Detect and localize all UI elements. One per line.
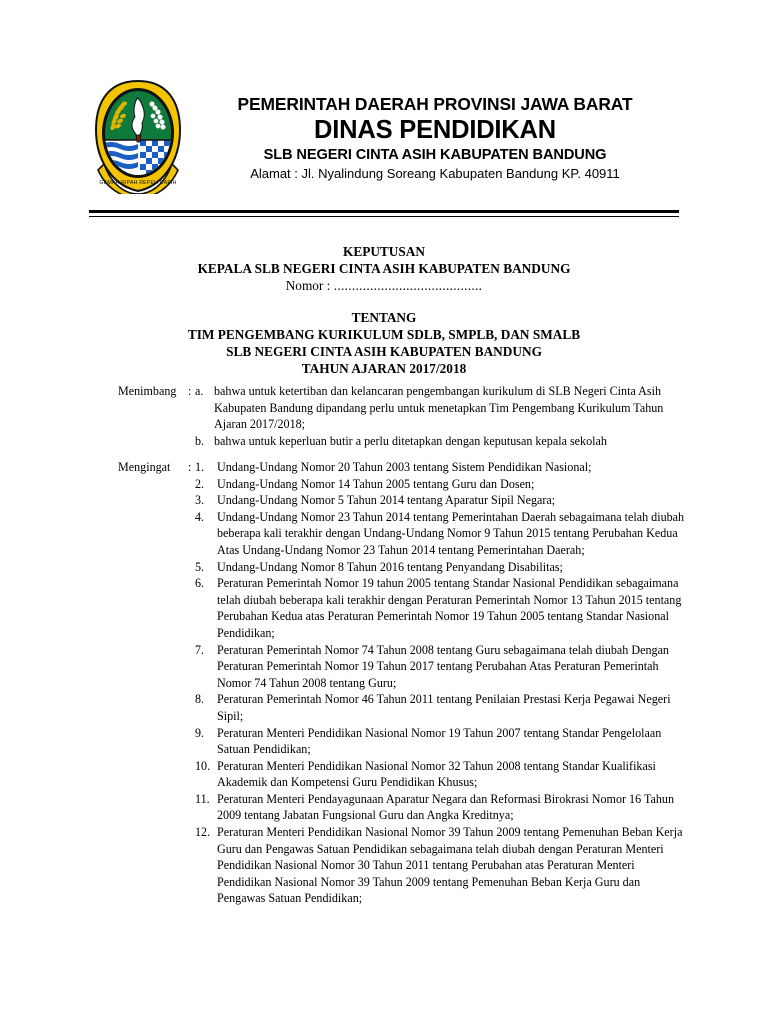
- list-marker: 4.: [195, 509, 205, 524]
- about-heading: TENTANG: [351, 309, 417, 325]
- list-item: [195, 691, 689, 724]
- list-item-text: Undang-Undang Nomor 14 Tahun 2005 tentang Guru dan Dosen;: [217, 476, 535, 491]
- list-item: [195, 433, 689, 450]
- list-item: [195, 383, 689, 433]
- list-marker: 2.: [195, 476, 205, 491]
- title-spacer: [89, 295, 679, 309]
- decree-issuer: KEPALA SLB NEGERI CINTA ASIH KABUPATEN BANDUNG: [197, 261, 571, 277]
- list-marker: 3.: [195, 493, 205, 508]
- recalling-label: Mengingat: [118, 460, 171, 474]
- list-marker: 5.: [195, 559, 205, 574]
- considering-label: Menimbang: [118, 384, 177, 398]
- list-marker: a.: [195, 384, 204, 398]
- decree-heading: KEPUTUSAN: [342, 244, 425, 259]
- list-marker: b.: [195, 433, 205, 448]
- list-item-text: Undang-Undang Nomor 23 Tahun 2014 tentang Pemerintahan Daerah sebagaimana telah diubah beberapa kali terakhir dengan Undang-Undang Nomor 9 Tahun 2015 tentang Perubahan Kedua Atas Undang-Undang Nomor 23 Tahun 2014 tentang Pemerintahan Daerah;: [217, 509, 685, 557]
- decree-subject-line-3: TAHUN AJARAN 2017/2018: [301, 361, 467, 377]
- list-item-text: bahwa untuk ketertiban dan kelancaran pengembangan kurikulum di SLB Negeri Cinta Asih Kabupaten Bandung dipandang perlu untuk menetapkan Tim Pengembang Kurikulum Tahun Ajaran 2017/2018;: [214, 384, 664, 432]
- list-item: [195, 758, 689, 791]
- list-marker: 1.: [195, 460, 205, 474]
- list-marker: 12.: [195, 825, 211, 840]
- recalling-body: [195, 459, 689, 907]
- list-item-text: Undang-Undang Nomor 20 Tahun 2003 tentang Sistem Pendidikan Nasional;: [217, 460, 592, 474]
- svg-text:GEMAH RIPAH REPEH RAPIH: GEMAH RIPAH REPEH RAPIH: [99, 180, 177, 186]
- list-item-text: Peraturan Pemerintah Nomor 46 Tahun 2011 tentang Penilaian Prestasi Kerja Pegawai Negeri Sipil;: [217, 692, 671, 723]
- header-divider: [89, 210, 679, 217]
- decree-number-line: [89, 277, 679, 294]
- list-item-text: Peraturan Menteri Pendidikan Nasional Nomor 32 Tahun 2008 tentang Standar Kualifikasi Akademik dan Kompetensi Guru Pendidikan Khusus;: [217, 758, 656, 790]
- considering-body: [195, 383, 689, 449]
- considering-colon: :: [188, 384, 192, 398]
- list-item-text: Peraturan Pemerintah Nomor 74 Tahun 2008 tentang Guru sebagaimana telah diubah Dengan Peraturan Pemerintah Nomor 19 Tahun 2017 tentang Perubahan Atas Peraturan Pemerintah Nomor 74 Tahun 2008 tentang Guru;: [217, 642, 669, 690]
- decree-subject-line-1: TIM PENGEMBANG KURIKULUM SDLB, SMPLB, DAN SMALB: [187, 326, 581, 342]
- list-item-text: Undang-Undang Nomor 5 Tahun 2014 tentang Aparatur Sipil Negara;: [217, 493, 556, 508]
- list-item: [195, 459, 689, 476]
- list-item-text: bahwa untuk keperluan butir a perlu ditetapkan dengan keputusan kepala sekolah: [214, 433, 607, 448]
- list-marker: 7.: [195, 642, 205, 657]
- recalling-colon: :: [188, 460, 192, 474]
- list-marker: 8.: [195, 692, 205, 707]
- list-marker: 9.: [195, 725, 205, 740]
- school-address: Alamat : Jl. Nyalindung Soreang Kabupaten Bandung KP. 40911: [250, 166, 620, 181]
- department-name: DINAS PENDIDIKAN: [314, 116, 556, 144]
- divider-rule-thin: [89, 216, 679, 217]
- list-item: [195, 492, 689, 509]
- list-marker: 11.: [195, 791, 210, 806]
- list-item: [195, 642, 689, 692]
- list-item: [195, 824, 689, 907]
- list-item: [195, 725, 689, 758]
- recalling-clause: [89, 459, 689, 907]
- list-item-text: Peraturan Pemerintah Nomor 19 tahun 2005 tentang Standar Nasional Pendidikan sebagaimana telah diubah beberapa kali terakhir dengan Peraturan Pemerintah Nomor 13 Tahun 2015 tentang Perubahan Kedua atas Peraturan Pemerintah Nomor 19 Tahun 2005 tentang Standar Nasional Pendidikan;: [217, 576, 682, 640]
- letterhead: [85, 74, 685, 202]
- list-item-text: Peraturan Menteri Pendidikan Nasional Nomor 39 Tahun 2009 tentang Pemenuhan Beban Kerja Guru dan Pengawas Satuan Pendidikan sebagaimana telah diubah dengan Peraturan Menteri Pendidikan Nasional Nomor 30 Tahun 2011 tentang Perubahan atas Peraturan Menteri Pendidikan Nasional Nomor 39 Tahun 2009 tentang Pemenuhan Beban Kerja Guru dan Pengawas Satuan Pendidikan;: [217, 825, 683, 906]
- school-name: SLB NEGERI CINTA ASIH KABUPATEN BANDUNG: [263, 147, 607, 163]
- decree-number-blank: .........................................: [333, 278, 483, 294]
- list-item-text: Peraturan Menteri Pendidikan Nasional Nomor 19 Tahun 2007 tentang Standar Pengelolaan Satuan Pendidikan;: [217, 725, 662, 757]
- considering-clause: [89, 383, 689, 449]
- list-item: [195, 476, 689, 493]
- decree-number-label: Nomor :: [285, 278, 334, 294]
- list-marker: 6.: [195, 576, 205, 591]
- list-item: [195, 509, 689, 559]
- list-item: [195, 559, 689, 576]
- considering-list: [195, 383, 689, 449]
- list-marker: 10.: [195, 758, 211, 773]
- list-item-text: Undang-Undang Nomor 8 Tahun 2016 tentang Penyandang Disabilitas;: [217, 559, 563, 574]
- list-item: [195, 791, 689, 824]
- decree-subject-line-2: SLB NEGERI CINTA ASIH KABUPATEN BANDUNG: [226, 344, 542, 360]
- letterhead-titles: [185, 94, 685, 182]
- decree-title-block: [89, 243, 679, 377]
- list-item: [195, 575, 689, 641]
- west-java-emblem-icon: [90, 78, 186, 194]
- recalling-list: [195, 459, 689, 907]
- list-item-text: Peraturan Menteri Pendayagunaan Aparatur Negara dan Reformasi Birokrasi Nomor 16 Tahun 2009 tentang Jabatan Fungsional Guru dan Angka Kreditnya;: [217, 791, 675, 823]
- province-government-line: PEMERINTAH DAERAH PROVINSI JAWA BARAT: [237, 94, 633, 114]
